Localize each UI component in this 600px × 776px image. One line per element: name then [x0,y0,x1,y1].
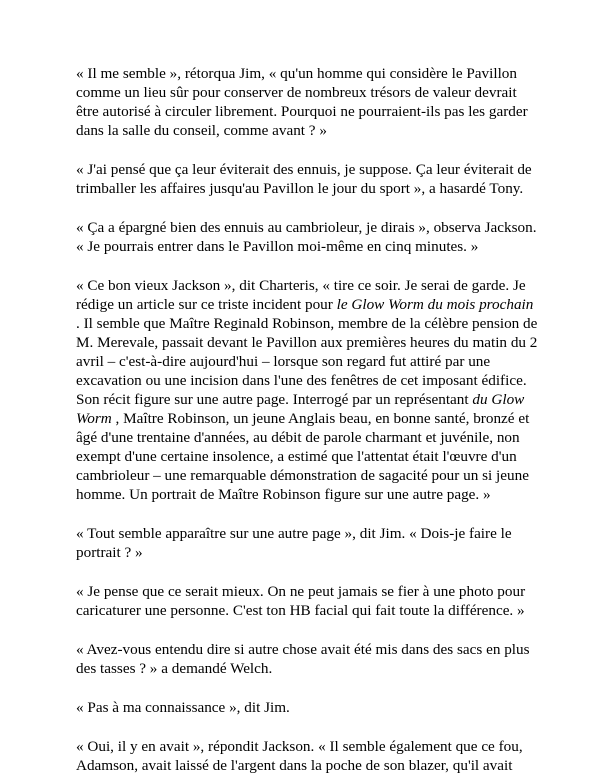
text-line [76,524,528,543]
italic-text-run: le Glow Worm du mois prochain [336,296,534,313]
paragraph [76,524,528,562]
text-run: dans la salle du conseil, comme avant ? » [76,122,327,139]
paragraph [76,218,537,256]
text-line [76,409,528,428]
text-line [76,582,528,601]
paragraph [76,160,532,198]
text-line [76,160,532,179]
text-line [76,237,528,256]
text-line [76,314,538,333]
text-line [76,737,528,756]
italic-text-run: du Glow [472,391,525,408]
text-line [76,543,528,562]
paragraph [76,698,528,717]
text-run: Son récit figure sur une autre page. Interrogé par un représentant [76,391,473,408]
text-line [76,756,528,775]
text-run: « Il me semble », rétorqua Jim, « qu'un homme qui considère le Pavillon [76,65,517,82]
text-run: « Oui, il y en avait », répondit Jackson. « Il semble également que ce fou, [76,738,523,755]
text-run: rédige un article sur ce triste incident pour [76,296,337,313]
text-line [76,333,538,352]
paragraph [76,640,528,678]
text-run: , Maître Robinson, un jeune Anglais beau, en bonne santé, bronzé et [111,410,530,427]
text-line [76,428,528,447]
text-run: . Il semble que Maître Reginald Robinson, membre de la célèbre pension de [76,315,538,332]
text-line [76,466,528,485]
text-run: Adamson, avait laissé de l'argent dans la poche de son blazer, qu'il avait [76,757,513,774]
text-line [76,276,528,295]
text-run: excavation ou une incision dans l'une des fenêtres de cet imposant édifice. [76,372,527,389]
text-run: « Avez-vous entendu dire si autre chose avait été mis dans des sacs en plus [76,641,530,658]
text-run: avril – c'est-à-dire aujourd'hui – lorsque son regard fut attiré par une [76,353,491,370]
text-line [76,295,534,314]
text-run: cambrioleur – une remarquable démonstration de sagacité pour un si jeune [76,467,529,484]
text-line [76,102,528,121]
text-line [76,371,528,390]
text-run: trimballer les affaires jusqu'au Pavillon le jour du sport », a hasardé Tony. [76,180,524,197]
text-line [76,485,528,504]
text-run: comme un lieu sûr pour conserver de nombreux trésors de valeur devrait [76,84,517,101]
text-run: M. Merevale, passait devant le Pavillon aux premières heures du matin du 2 [76,334,538,351]
text-line [76,121,528,140]
text-run: « J'ai pensé que ça leur éviterait des ennuis, je suppose. Ça leur éviterait de [76,161,532,178]
text-line [76,640,528,659]
text-line [76,352,528,371]
text-run: exempt d'une certaine insolence, a estimé que l'attentat était l'œuvre d'un [76,448,517,465]
text-line [76,83,528,102]
text-line [76,390,528,409]
text-line [76,601,528,620]
text-run: « Je pourrais entrer dans le Pavillon moi-même en cinq minutes. » [76,238,479,255]
text-run: être autorisé à circuler librement. Pourquoi ne pourraient-ils pas les garder [76,103,528,120]
text-run: « Ce bon vieux Jackson », dit Charteris, « tire ce soir. Je serai de garde. Je [76,277,526,294]
text-line [76,64,528,83]
text-run: portrait ? » [76,544,143,561]
italic-text-run: Worm [76,410,112,427]
document-body [76,64,538,775]
text-run: homme. Un portrait de Maître Robinson figure sur une autre page. » [76,486,491,503]
text-run: âgé d'une trentaine d'années, au débit de parole charmant et juvénile, non [76,429,520,446]
text-line [76,659,528,678]
text-line [76,218,537,237]
text-run: « Pas à ma connaissance », dit Jim. [76,699,290,716]
paragraph [76,276,538,504]
text-line [76,447,528,466]
text-run: « Tout semble apparaître sur une autre page », dit Jim. « Dois-je faire le [76,525,512,542]
text-run: « Je pense que ce serait mieux. On ne peut jamais se fier à une photo pour [76,583,526,600]
text-line [76,179,528,198]
text-line [76,698,528,717]
text-run: « Ça a épargné bien des ennuis au cambrioleur, je dirais », observa Jackson. [76,219,537,236]
text-run: des tasses ? » a demandé Welch. [76,660,273,677]
paragraph [76,64,528,140]
paragraph [76,582,528,620]
text-run: caricaturer une personne. C'est ton HB facial qui fait toute la différence. » [76,602,525,619]
paragraph [76,737,528,775]
